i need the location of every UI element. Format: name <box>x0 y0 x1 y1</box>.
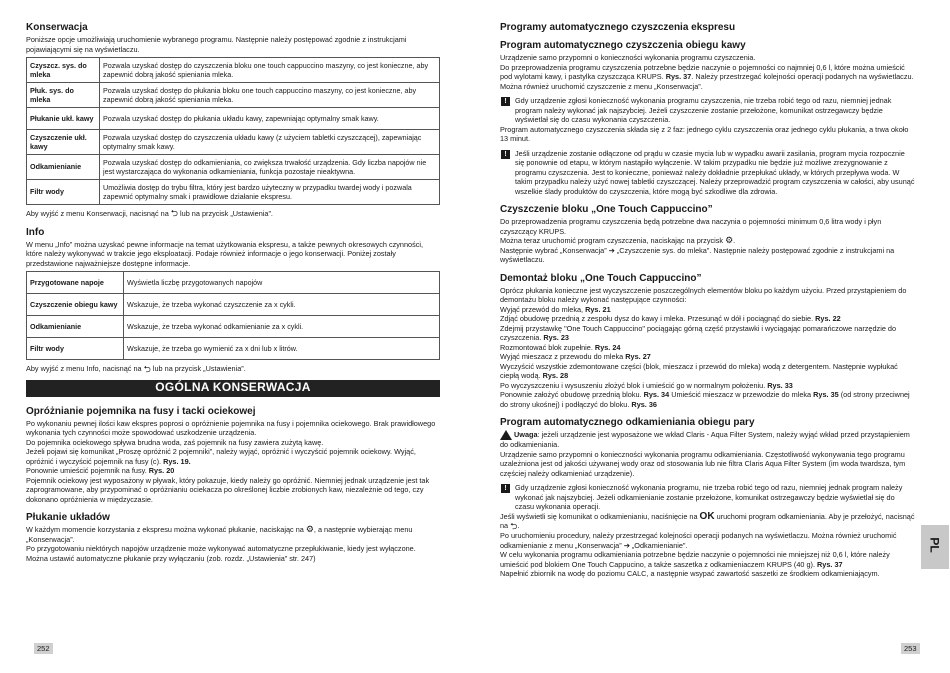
section-title-odkamienianie: Program automatycznego odkamieniania obiegu pary <box>500 417 755 429</box>
gear-icon: ⚙ <box>725 235 734 246</box>
figure-ref: Rys. 23 <box>543 333 569 343</box>
return-arrow-icon: ⮌ <box>170 208 179 219</box>
paragraph: Można również uruchomić czyszczenie z menu „Konserwacja”. <box>500 81 703 91</box>
figure-ref: Rys. 36 <box>631 399 657 409</box>
figure-ref: Rys. 34 <box>643 390 670 400</box>
section-title-plukanie: Płukanie układów <box>26 512 110 524</box>
text: uruchomi program odkamieniania. Aby je przełożyć, nacisnąć na <box>500 511 915 531</box>
table-row <box>27 294 440 316</box>
text: Jeśli wyświetli się komunikat o odkamienianiu, naciśnięcie na <box>500 511 698 521</box>
info-table <box>26 271 440 360</box>
konserwacja-table <box>26 57 440 205</box>
paragraph <box>500 512 915 531</box>
ok-label: OK <box>699 510 715 522</box>
text: Można teraz uruchomić program czyszczenia, naciskając na przycisk <box>500 236 724 245</box>
warning-text: : jeżeli urządzenie jest wyposażone we wkład Claris - Aqua Filter System, należy wyjąć wkład przed przystąpieniem do odkamieniania. <box>500 430 910 450</box>
figure-ref: Rys. 27 <box>625 352 651 362</box>
paragraph <box>26 466 440 476</box>
paragraph <box>500 236 915 246</box>
table-row <box>27 180 440 205</box>
text: W każdym momencie korzystania z ekspresu można wykonać płukanie, naciskając na <box>26 525 304 535</box>
warning-text: Gdy urządzenie zgłosi konieczność wykonania programu, nie trzeba robić tego od razu, niemniej jednak program należy wykonać jak najszybciej. Jeżeli odkamienianie zostanie przełożone, komunikat ostrzegawczy będzie wyświetlał się do czasu wykonania operacji. <box>515 483 903 512</box>
table-row <box>27 316 440 338</box>
paragraph: Można ustawić automatyczne płukanie przy wyłączaniu (zob. rozdz. „Ustawienia” str. 247) <box>26 553 316 563</box>
row-key: Odkamienianie <box>27 316 124 338</box>
right-page <box>500 22 915 579</box>
text: . <box>517 521 520 531</box>
list-item <box>500 352 915 362</box>
table-row <box>27 272 440 294</box>
row-value: Pozwala uzyskać dostęp do czyszczenia układu kawy (z użyciem tabletki czyszczącej), zapewniając optymalny smak kawy. <box>100 130 440 155</box>
row-key: Filtr wody <box>27 338 124 360</box>
text: W celu wykonania programu odkamieniania potrzebne będzie naczynie o pojemności nie mniejszej niż 0,6 l, które należy umieścić pod blokiem One Touch Cappucino, a także saszetka z odkamieniaczem KRUPS (40 g). <box>500 550 890 569</box>
figure-ref: Rys. 37 <box>665 72 692 81</box>
language-label: PL <box>927 537 942 553</box>
section-title-bloku: Czyszczenie bloku „One Touch Cappuccino” <box>500 204 713 215</box>
warning-text: Gdy urządzenie zgłosi konieczność wykonania programu czyszczenia, nie trzeba robić tego od razu, niemniej jednak program należy wykonać jak najszybciej. Jeżeli czyszczenie zostanie przełożone, komunikat ostrzegawczy będzie wyświetlał się do czasu wykonania czyszczenia. <box>515 96 892 124</box>
row-key: Filtr wody <box>27 180 100 205</box>
exit-text-end: lub na przycisk „Ustawienia”. <box>180 209 273 218</box>
table-row <box>27 338 440 360</box>
list-item <box>500 324 915 343</box>
text: Zdejmij przystawkę "One Touch Cappuccino" pociągając górną część przystawki i wyciągając pomarańczowe narzędzie do czyszczenia. <box>500 323 897 343</box>
warning-text: Jeśli urządzenie zostanie odłączone od prądu w czasie mycia lub w wypadku awarii zasilania, program mycia rozpocznie się ponownie od etapu, w którym nastąpiło wyłączenie. W takim przypadku nie będzie już możliwe zrezygnowanie z programu czyszczenia. Jest to konieczne, ponieważ należy dokładnie przepłukać układy, w których przepływa woda. W takim przypadku należy użyć nowej tabletki czyszczącej. Należy przeprowadzić program czyszczenia w całości, aby usunąć wszelkie ślady produktów do czyszczenia, które mogą być szkodliwe dla zdrowia. <box>515 148 915 196</box>
row-value: Pozwala uzyskać dostęp do odkamieniania, co zwiększa trwałość urządzenia. Gdy liczba napojów nie jest wystarczająca do wykonania odkamieniania, funkcja pozostaje nieaktywna. <box>100 155 440 180</box>
list-item <box>500 362 915 381</box>
table-row <box>27 83 440 108</box>
paragraph: Oprócz płukania konieczne jest wyczyszczenie poszczególnych elementów bloku po każdym użyciu. Przed przystąpieniem do demontażu bloku należy wykonać następujące czynności: <box>500 285 907 305</box>
text: Wyjąć mieszacz z przewodu do mleka <box>500 352 624 362</box>
konserwacja-intro: Poniższe opcje umożliwiają uruchomienie wybranego programu. Następnie należy postępować zgodnie z instrukcjami pojawiającymi się na wyświetlaczu. <box>26 35 407 54</box>
figure-ref: Rys. 19. <box>163 456 191 466</box>
list-item <box>500 314 915 324</box>
list-item <box>500 343 915 353</box>
return-arrow-icon: ⮌ <box>510 520 518 531</box>
text: Zdjąć obudowę przednią z zespołu dysz do kawy i mleka. Przesunąć w dół i pociągnąć do siebie. <box>500 314 814 324</box>
table-row <box>27 155 440 180</box>
exclamation-icon: ! <box>501 97 510 106</box>
text: . <box>733 236 736 245</box>
paragraph: Po wykonaniu pewnej ilości kaw ekspres poprosi o opróżnienie pojemnika na fusy i pojemnika ociekowego. Brak prawidłowego wykonania tych czynności może spowodować uszkodzenie urządzenia. <box>26 418 436 438</box>
warning-label: Uwaga <box>514 430 538 440</box>
figure-ref: Rys. 24 <box>594 342 621 352</box>
table-row <box>27 58 440 83</box>
exclamation-icon: ! <box>501 150 510 159</box>
row-value: Pozwala uzyskać dostęp do czyszczenia bloku one touch cappuccino maszyny, co jest konieczne, aby zapewnić dobrą jakość spieniania mleka. <box>100 58 440 83</box>
row-value: Wskazuje, że trzeba wykonać odkamienianie za x cykli. <box>124 316 440 338</box>
paragraph <box>500 63 915 82</box>
section-title-obieg: Program automatycznego czyszczenia obiegu kawy <box>500 40 746 51</box>
section-title-demontaz: Demontaż bloku „One Touch Cappuccino” <box>500 272 702 284</box>
paragraph <box>26 447 440 466</box>
figure-ref: Rys. 35 <box>813 390 839 400</box>
table-row <box>27 130 440 155</box>
row-value: Wyświetla liczbę przygotowanych napojów <box>124 272 440 294</box>
list-item <box>500 390 915 409</box>
info-exit <box>26 364 440 374</box>
text: Po wyczyszczeniu i wysuszeniu złożyć blok i umieścić go w normalnym położeniu. <box>500 380 766 390</box>
section-title-programy: Programy automatycznego czyszczenia ekspresu <box>500 22 736 33</box>
language-tab <box>921 525 949 569</box>
warning-triangle-icon <box>500 430 512 440</box>
list-item <box>500 381 915 391</box>
figure-ref: Rys. 22 <box>815 314 841 324</box>
warning-note <box>500 149 915 197</box>
row-key: Odkamienianie <box>27 155 100 180</box>
paragraph <box>26 525 440 544</box>
text: . Należy przestrzegać kolejności operacji podanych na wyświetlaczu. <box>691 72 914 81</box>
row-key: Czyszcz. sys. do mleka <box>27 58 100 83</box>
paragraph: Urządzenie samo przypomni o konieczności wykonania programu odkamieniania. Częstotliwość wykonywania tego programu uzależniona jest od jakości używanej wody oraz od stosowania lub nie filtra Claris Aqua Filter System (im woda twardsza, tym częściej należy odkamieniać urządzenie). <box>500 449 906 478</box>
paragraph: Po uruchomieniu procedury, należy przestrzegać kolejności operacji podanych na wyświetlaczu. Można również uruchomić odkamienianie z menu „Konserwacja” ➔ „Odkamienianie”. <box>500 531 897 550</box>
section-title-konserwacja: Konserwacja <box>26 22 88 33</box>
row-value: Umożliwia dostęp do trybu filtra, który jest bardzo użyteczny w przypadku twardej wody i pozwala zapewnić optymalny smak i prawidłowe działanie ekspresu. <box>100 180 440 205</box>
table-row <box>27 108 440 130</box>
exit-text: Aby wyjść z menu Info, nacisnąć na <box>26 364 142 374</box>
gear-icon: ⚙ <box>305 524 314 535</box>
konserwacja-exit <box>26 209 440 219</box>
figure-ref: Rys. 37 <box>817 559 843 569</box>
page-number: 253 <box>901 643 920 654</box>
paragraph: Do pojemnika ociekowego spływa brudna woda, zaś pojemnik na fusy zawiera zużytą kawę. <box>26 437 324 447</box>
exit-text-end: lub na przycisk „Ustawienia”. <box>152 364 246 374</box>
text: Wyczyścić wszystkie zdemontowane części (blok, mieszacz i przewód do mleka) wodą z detergentem. Następnie wypłukać ciepłą wodą. <box>500 361 898 381</box>
text: Rozmontować blok zupełnie. <box>500 342 593 352</box>
row-key: Płuk. sys. do mleka <box>27 83 100 108</box>
text: , a następnie wybierając menu „Konserwacja”. <box>26 525 413 544</box>
figure-ref: Rys. 33 <box>767 380 793 390</box>
text: Jeżeli pojawi się komunikat „Proszę opróżnić 2 pojemniki”, należy wyjąć, opróżnić i wyczyścić pojemnik ociekowy. Wyjąć, opróżnić i wyczyścić pojemnik na fusy (c). <box>26 447 416 466</box>
row-value: Pozwala uzyskać dostęp do płukania bloku one touch cappuccino maszyny, co jest konieczne, aby zapewnić dobrą jakość spieniania mleka. <box>100 83 440 108</box>
exit-text: Aby wyjść z menu Konserwacji, nacisnąć na <box>26 209 169 218</box>
section-title-oproznianie: Opróżnianie pojemnika na fusy i tacki ociekowej <box>26 405 256 417</box>
paragraph <box>500 550 915 569</box>
row-key: Czyszczenie ukł. kawy <box>27 130 100 155</box>
info-intro: W menu „Info” można uzyskać pewne informacje na temat użytkowania ekspresu, a także pewnych okresowych czynności, które należy wykonywać w trakcie jego eksploatacji. Podaje również informacje o jego konserwacji. Poniżej zostały przedstawione najważniejsze dostępne informacje. <box>26 239 424 268</box>
row-key: Przygotowane napoje <box>27 272 124 294</box>
paragraph: Po przygotowaniu niektórych napojów urządzenie może wykonywać automatyczne przepłukiwanie, kiedy jest wyłączone. <box>26 544 416 554</box>
text: Do przeprowadzenia programu czyszczenia potrzebne będzie naczynie o pojemności co najmniej 0,6 l, które można umieścić pod wylotami kawy, i pastylka czyszcząca KRUPS. <box>500 62 905 81</box>
text: (od strony przeciwnej do strony ukośnej) i podłączyć do bloku. <box>500 390 910 409</box>
row-value: Wskazuje, że trzeba go wymienić za x dni lub x litrów. <box>124 338 440 360</box>
exclamation-icon: ! <box>501 484 510 493</box>
warning-note <box>500 483 915 512</box>
row-value: Wskazuje, że trzeba wykonać czyszczenie za x cykli. <box>124 294 440 316</box>
text: Ponownie umieścić pojemnik na fusy. <box>26 466 147 476</box>
paragraph: Następnie wybrać „Konserwacja” ➔ „Czyszczenie sys. do mleka”. Następnie należy postępować zgodnie z instrukcjami na wyświetlaczu. <box>500 245 895 265</box>
figure-ref: Rys. 20 <box>148 466 175 476</box>
page-number: 252 <box>34 643 53 654</box>
figure-ref: Rys. 28 <box>542 371 569 381</box>
text: Umieścić mieszacz w przewodzie do mleka <box>671 390 812 400</box>
text: Wyjąć przewód do mleka, <box>500 304 584 314</box>
warning-note <box>500 430 915 450</box>
section-banner: OGÓLNA KONSERWACJA <box>26 380 440 397</box>
left-page <box>26 22 440 563</box>
section-title-info: Info <box>26 226 45 238</box>
warning-note <box>500 96 915 125</box>
paragraph: Napełnić zbiornik na wodę do poziomu CALC, a następnie wsypać zawartość saszetki ze środkiem odkamieniającym. <box>500 569 880 579</box>
return-arrow-icon: ⮌ <box>143 363 151 374</box>
row-key: Płukanie ukł. kawy <box>27 108 100 130</box>
list-item <box>500 305 915 315</box>
paragraph: Do przeprowadzenia programu czyszczenia będą potrzebne dwa naczynia o pojemności minimum 0,6 litra wody i płyn czyszczący KRUPS. <box>500 217 882 236</box>
row-value: Pozwala uzyskać dostęp do płukania układu kawy, zapewniając optymalny smak kawy. <box>100 108 440 130</box>
paragraph: Urządzenie samo przypomni o konieczności wykonania programu czyszczenia. <box>500 53 756 62</box>
figure-ref: Rys. 21 <box>585 304 611 314</box>
paragraph: Program automatycznego czyszczenia składa się z 2 faz: jednego cyklu czyszczenia oraz jednego cyklu płukania, a trwa około 13 minut. <box>500 124 909 143</box>
text: Ponownie założyć obudowę przednią bloku. <box>500 390 642 400</box>
row-key: Czyszczenie obiegu kawy <box>27 294 124 316</box>
paragraph: Pojemnik ociekowy jest wyposażony w pływak, który pokazuje, kiedy należy go opróżnić. Niemniej jednak urządzenie jest tak zaprogramowane, aby przypominać o opróżnianiu ociekacza po określonej liczbie zrobionych kaw, niezależnie od tego, czy dokonano opróżnienia w międzyczasie. <box>26 475 430 504</box>
